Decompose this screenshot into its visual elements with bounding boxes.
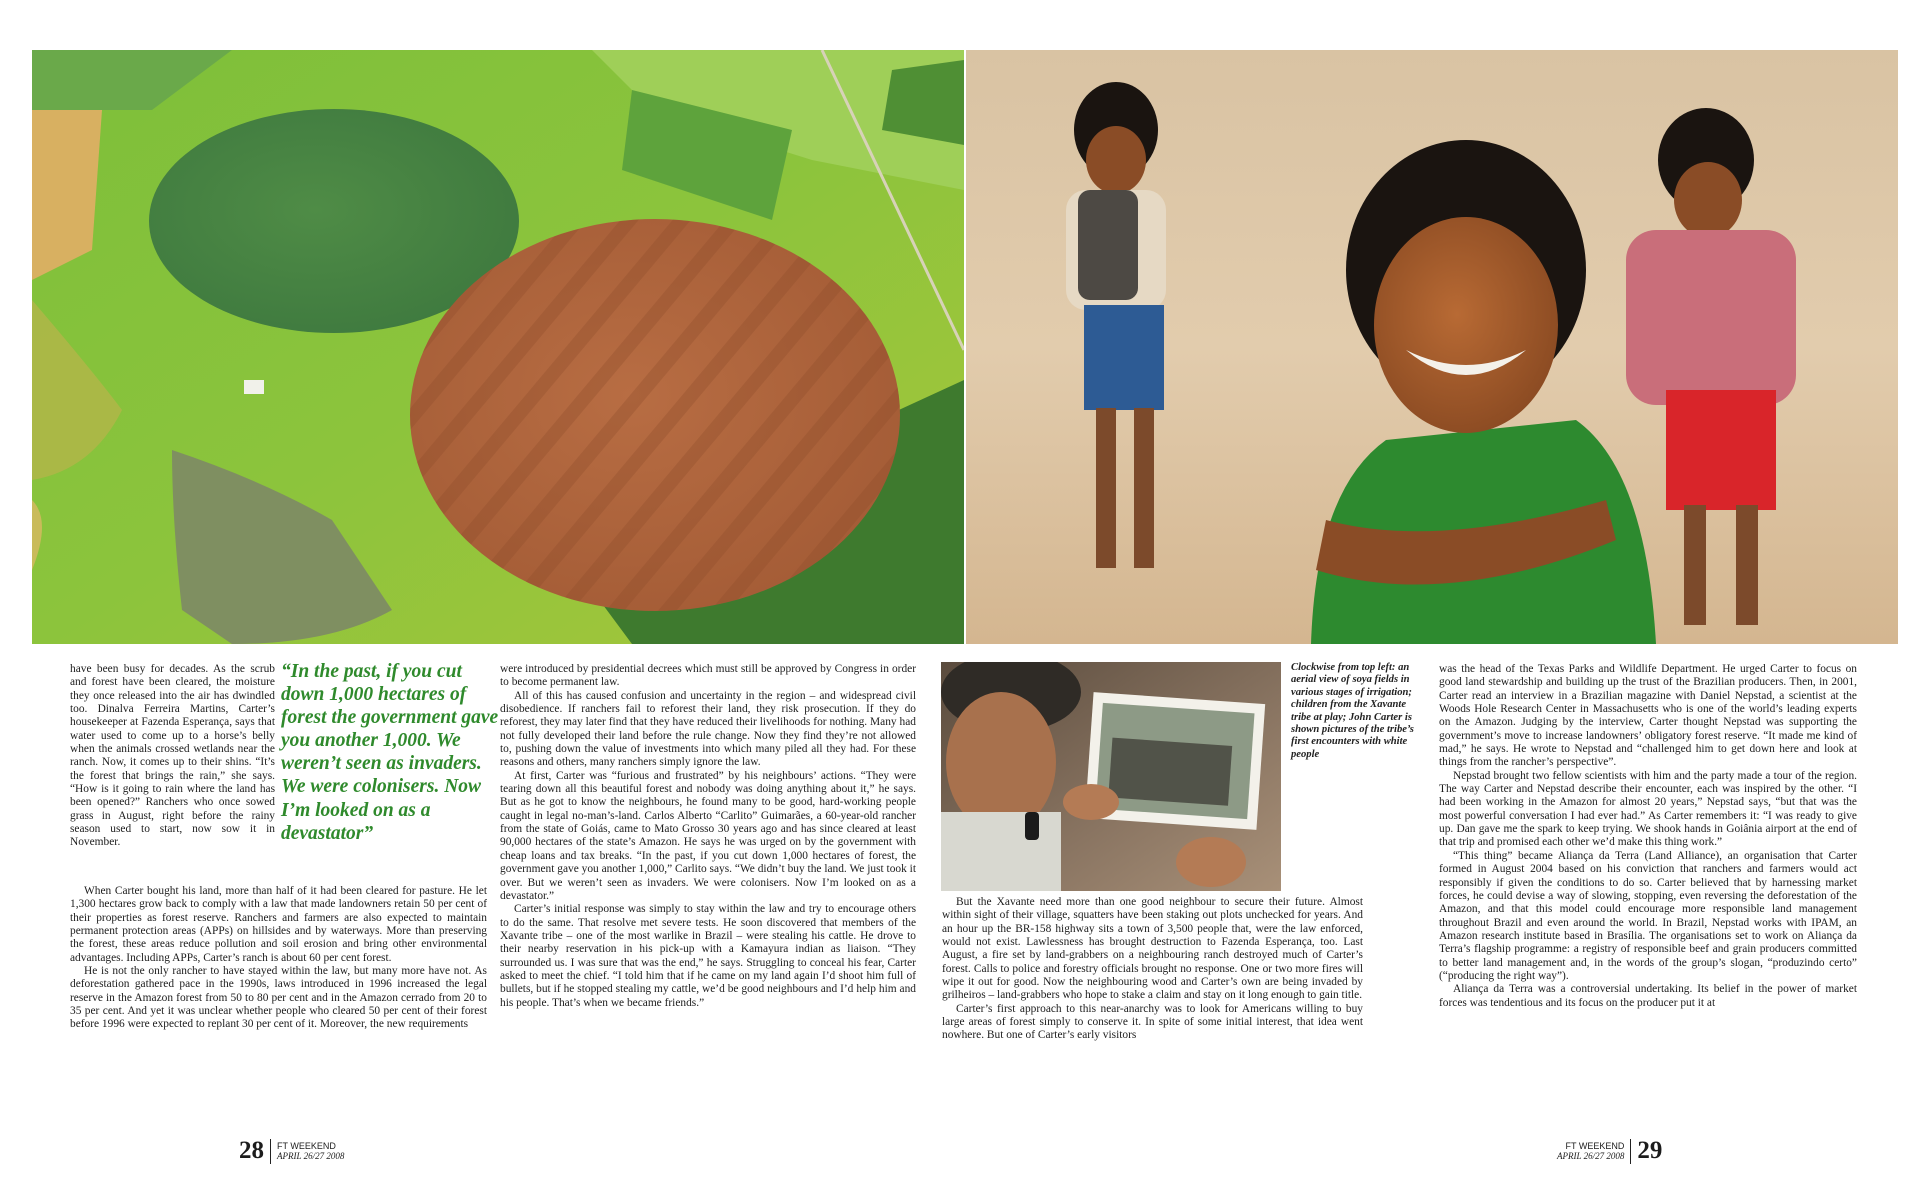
article-column-2 <box>500 663 916 1110</box>
article-column-4 <box>1439 663 1857 1110</box>
john-carter-holding-photo <box>941 662 1281 891</box>
publication-name: FT WEEKEND <box>1565 1140 1625 1151</box>
paragraph: were introduced by presidential decrees which must still be approved by Congress in order to become permanent law. <box>500 663 916 689</box>
paragraph: Carter’s first approach to this near-anarchy was to look for Americans willing to buy large areas of forest simply to conserve it. In spite of some initial interest, that idea went nowhere. But one of Carter’s early visitors <box>942 1002 1363 1042</box>
paragraph: He is not the only rancher to have stayed within the law, but many more have not. As deforestation gathered pace in the 1990s, laws introduced in 1996 increased the legal reserve in the Amazon forest from 50 to 80 per cent and in the Amazon cerrado from 20 to 35 per cent. And yet it was unclear whether people who cleared 50 per cent of their forest before 1996 were expected to replant 30 per cent of it. Moreover, the new requirements <box>70 965 487 1031</box>
paragraph: was the head of the Texas Parks and Wildlife Department. He urged Carter to focus on good land stewardship and building up the trust of the Brazilian producers. Then, in 2001, Carter read an interview in a Brazilian magazine with Daniel Nepstad, a scientist at the Woods Hole Research Center in Massachusetts who is one of the world’s leading experts on the Amazon. Judging by the interview, Carter thought Nepstad was supporting the government’s move to increase landowners’ obligatory forest reserve. “It made me kind of mad,” he says. He wrote to Nepstad and “challenged him to get down here and look at things from the rancher’s perspective”. <box>1439 663 1857 769</box>
page-number: 29 <box>1637 1137 1663 1164</box>
paragraph: When Carter bought his land, more than half of it had been cleared for pasture. He let 1,300 hectares grow back to comply with a law that made landowners retain 50 per cent of their properties as forest reserve. Ranchers and farmers are also expected to maintain permanent protection areas (APPs) on hillsides and by waterways. More than preserving the forest, these areas reduce pollution and soil erosion and bring other environmental advantages. Including APPs, Carter’s ranch is about 60 per cent forest. <box>70 885 487 964</box>
publication-name: FT WEEKEND <box>277 1140 336 1151</box>
paragraph: have been busy for decades. As the scrub and forest have been cleared, the moisture they once released into the air has dwindled too. Dinalva Ferreira Martins, Carter’s housekeeper at Fazenda Esperança, says that water used to come up to a horse’s belly when the animals crossed wetlands near the ranch. Now, it comes up to their shins. “It’s the forest that brings the rain,” she says. “How is it going to rain where the land has been opened?” Ranchers who once sowed grass in August, right before the rainy season used to start, now sow it in November. <box>70 663 275 849</box>
publication-line <box>1557 1141 1624 1162</box>
issue-date: APRIL 26/27 2008 <box>277 1151 345 1161</box>
divider <box>270 1139 271 1164</box>
folio-right <box>1557 1137 1662 1165</box>
paragraph: All of this has caused confusion and uncertainty in the region – and widespread civil disobedience. If ranchers fail to reforest their land, they risk prosecution. If they do reforest, they may later find that they have reduced their livelihoods for nothing. Many had not fully developed their land before the rule change. Now they find they’re not allowed to, pushing down the value of investments into which many piled all they had. For these reasons and others, many ranchers simply ignore the law. <box>500 689 916 769</box>
folio-left <box>239 1137 344 1165</box>
divider <box>1630 1139 1631 1164</box>
article-column-1-top <box>70 663 275 885</box>
article-column-1-bottom <box>70 885 487 1110</box>
photo-caption: Clockwise from top left: an aerial view of soya fields in various stages of irrigation; children from the Xavante tribe at play; John Carter is shown pictures of the tribe’s first encounters with white people <box>1291 662 1414 760</box>
paragraph: Carter’s initial response was simply to stay within the law and try to encourage others to do the same. That resolve met severe tests. He soon discovered that members of the Xavante tribe – one of the most warlike in Brazil – were stealing his cattle. He drove to their nearby reservation in his pick-up with a Kamayura indian as liaison. “They surrounded us. I was sure that was the end,” he says. Struggling to conceal his fear, Carter asked to meet the chief. “I told him that if he came on my land again I’d shoot him full of bullets, but if he stopped stealing my cattle, we’d be good neighbours and I’d help him and his people. That’s when we became friends.” <box>500 903 916 1009</box>
pull-quote: “In the past, if you cut down 1,000 hectares of forest the government gave you another 1,000. We weren’t seen as invaders. We were colonisers. Now I’m looked on as a devastator” <box>281 661 499 844</box>
aerial-soya-fields-photo <box>32 50 964 644</box>
paragraph: Nepstad brought two fellow scientists with him and the party made a tour of the region. The way Carter and Nepstad describe their encounter, each was inspired by the other. “I had been working in the Amazon for almost 20 years,” Nepstad says, “but that was the most powerful conversation I had ever had.” As Carter remembers it: “I was ready to give up. Dan gave me the spark to keep trying. We shook hands in Goiânia airport at the end of that trip and promised each other we’d make this thing work.” <box>1439 769 1857 849</box>
paragraph: Aliança da Terra was a controversial undertaking. Its belief in the power of market forces was tendentious and its focus on the producer put it at <box>1439 983 1857 1009</box>
paragraph: But the Xavante need more than one good neighbour to secure their future. Almost within sight of their village, squatters have been staking out plots unchecked for years. And an hour up the BR-158 highway sits a town of 3,500 people that, were the law enforced, would not exist. Lawlessness has brought destruction to Fazenda Esperança, too. Last August, a fire set by land-grabbers on a neighbouring ranch destroyed much of Carter’s forest. Calls to police and forestry officials brought no response. One or two more fires will wipe it out for good. Now the neighbouring wood and Carter’s own are being invaded by grilheiros – land-grabbers who hope to stake a claim and stay on it long enough to gain title. <box>942 896 1363 1002</box>
publication-line <box>277 1141 344 1162</box>
xavante-children-photo <box>966 50 1898 644</box>
paragraph: At first, Carter was “furious and frustrated” by his neighbours’ actions. “They were tearing down all this beautiful forest and nobody was doing anything about it,” he says. But as he got to know the neighbours, he found many to be good, hard-working people caught in legal no-man’s-land. Carlos Alberto “Carlito” Guimarães, a 60-year-old rancher from the state of Goiás, came to Mato Grosso 30 years ago and has since cleared at least 90,000 hectares of the state’s Amazon. He says he was urged on by the government with cheap loans and tax breaks. “In the past, if you cut down 1,000 hectares of forest, the government gave you another 1,000,” Carlito says. “We didn’t buy the land. We just took it over. But we weren’t seen as invaders. We were colonisers. Now I’m looked on as a devastator.” <box>500 769 916 902</box>
issue-date: APRIL 26/27 2008 <box>1557 1151 1625 1161</box>
paragraph: “This thing” became Aliança da Terra (Land Alliance), an organisation that Carter formed in August 2004 based on his conviction that ranchers and farmers would act responsibly if given the conditions to do so. Carter believed that by harnessing market forces, he could devise a way of slowing, stopping, even reversing the deforestation of the Amazon, and that this model could encourage more responsible land management throughout Brazil and even around the world. In Brazil, Nepstad works with IPAM, an Amazon research institute based in Brasília. The organisations set to work on Aliança da Terra’s flagship programme: a registry of responsible beef and grain producers committed to better land management and, in the words of the group’s slogan, “produzindo certo” (“producing the right way”). <box>1439 849 1857 982</box>
article-column-3 <box>942 896 1363 1110</box>
page-number: 28 <box>239 1137 264 1164</box>
